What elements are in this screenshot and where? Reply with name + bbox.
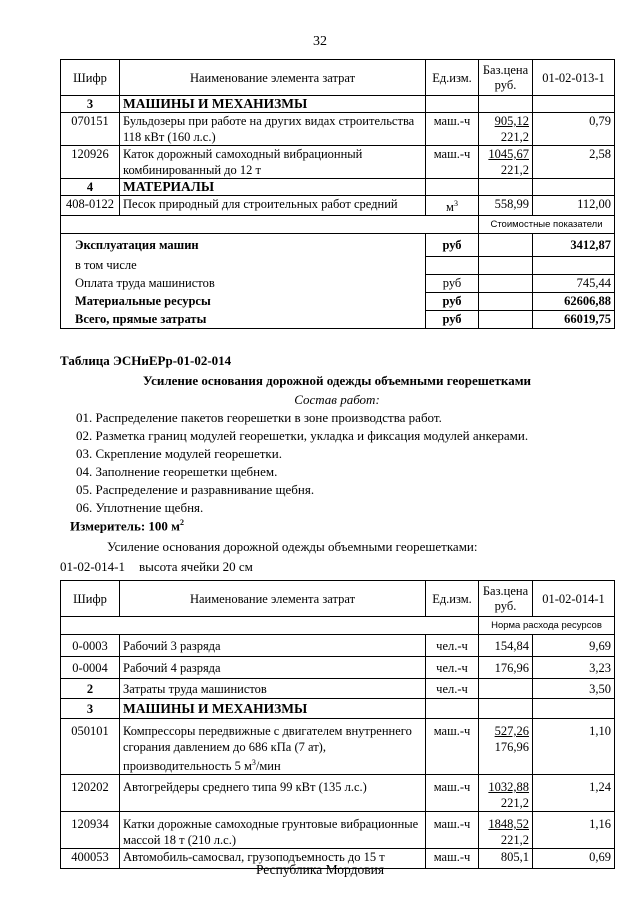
summary-value: 62606,88 — [533, 292, 615, 310]
section-row — [61, 96, 615, 113]
work-item: 03. Скрепление модулей георешетки. — [76, 446, 282, 461]
resource-code: 120202 — [61, 775, 120, 812]
summary-label: Оплата труда машинистов — [61, 274, 426, 292]
resource-value: 0,69 — [533, 849, 615, 869]
summary-unit: руб — [426, 274, 479, 292]
resource-price: 905,12 — [494, 114, 529, 128]
resource-price: 1848,52 — [488, 817, 529, 832]
cost-indicators-label: Стоимостные показатели — [479, 216, 615, 234]
unit-superscript: 3 — [453, 199, 458, 208]
resource-name: Автомобиль-самосвал, грузоподъемность до 15 т — [120, 849, 426, 869]
resource-unit: маш.-ч — [426, 113, 479, 146]
table-header-row — [61, 60, 615, 96]
summary-value: 66019,75 — [533, 310, 615, 329]
resource-value: 1,16 — [533, 812, 615, 849]
table-row — [61, 719, 615, 775]
resource-price-wage: 221,2 — [500, 833, 529, 848]
resource-price: 154,84 — [479, 635, 533, 657]
resource-value: 1,10 — [533, 719, 615, 775]
norm-row — [61, 617, 615, 635]
meter-label — [70, 518, 184, 534]
summary-label: Эксплуатация машин — [61, 234, 426, 257]
table-row — [61, 657, 615, 679]
resource-name: Рабочий 4 разряда — [120, 657, 426, 679]
table-row — [61, 196, 615, 216]
summary-label: Всего, прямые затраты — [61, 310, 426, 329]
header-name: Наименование элемента затрат — [120, 60, 426, 96]
summary-row — [61, 256, 615, 274]
resource-price: 527,26 — [494, 724, 529, 738]
table-resources-014 — [60, 580, 615, 869]
table-row — [61, 635, 615, 657]
section-number: 3 — [61, 699, 120, 719]
resource-name: Катки дорожные самоходные грунтовые вибрационные массой 18 т (210 л.с.) — [120, 812, 426, 849]
resource-price-wage: 221,2 — [500, 130, 529, 144]
resource-code: 070151 — [61, 113, 120, 146]
page-number: 32 — [313, 34, 327, 49]
resource-value: 2,58 — [533, 146, 615, 179]
summary-row — [61, 310, 615, 329]
resource-code: 400053 — [61, 849, 120, 869]
meter-text: Измеритель: 100 м — [70, 518, 181, 534]
resource-value: 0,79 — [533, 113, 615, 146]
table-title: Таблица ЭСНиЕРр-01-02-014 — [60, 353, 232, 368]
resource-unit: маш.-ч — [426, 146, 479, 179]
resource-code: 0-0004 — [61, 657, 120, 679]
page-footer: Республика Мордовия — [255, 862, 385, 877]
work-item: 06. Уплотнение щебня. — [76, 500, 204, 515]
resource-price-wage: 221,2 — [500, 163, 529, 177]
summary-unit: руб — [426, 292, 479, 310]
resource-code: 120926 — [61, 146, 120, 179]
resource-value: 9,69 — [533, 635, 615, 657]
header-price: Баз.цена руб. — [479, 60, 533, 96]
summary-value: 745,44 — [533, 274, 615, 292]
summary-row — [61, 234, 615, 257]
operators-name: Затраты труда машинистов — [120, 679, 426, 699]
work-item: 04. Заполнение георешетки щебнем. — [76, 464, 278, 479]
resource-value: 1,24 — [533, 775, 615, 812]
meter-superscript: 2 — [180, 518, 185, 527]
item-description: высота ячейки 20 см — [139, 559, 253, 574]
resource-price: 176,96 — [479, 657, 533, 679]
resource-price: 805,1 — [479, 849, 533, 869]
summary-unit: руб — [426, 234, 479, 257]
operators-row — [61, 679, 615, 699]
summary-value: 3412,87 — [533, 234, 615, 257]
resource-unit: м — [446, 200, 454, 215]
section-row — [61, 699, 615, 719]
work-item: 01. Распределение пакетов георешетки в зоне производства работ. — [76, 410, 442, 425]
resource-code: 120934 — [61, 812, 120, 849]
table-resources-013 — [60, 59, 615, 329]
header-price: Баз.цена руб. — [479, 581, 533, 617]
resource-unit: маш.-ч — [426, 719, 479, 775]
header-unit: Ед.изм. — [426, 581, 479, 617]
resource-name-suffix: /мин — [255, 759, 281, 774]
summary-label: Материальные ресурсы — [61, 292, 426, 310]
resource-price-wage: 221,2 — [500, 796, 529, 811]
resource-code: 408-0122 — [61, 196, 120, 216]
name-superscript: 3 — [251, 758, 256, 767]
header-unit: Ед.изм. — [426, 60, 479, 96]
section-number: 3 — [61, 96, 120, 113]
work-item: 05. Распределение и разравнивание щебня. — [76, 482, 315, 497]
resource-price-wage: 176,96 — [494, 740, 529, 754]
section-title: МАТЕРИАЛЫ — [120, 179, 426, 196]
header-code: Шифр — [61, 581, 120, 617]
header-code: Шифр — [61, 60, 120, 96]
table-row — [61, 812, 615, 849]
operators-value: 3,50 — [533, 679, 615, 699]
summary-unit: руб — [426, 310, 479, 329]
resource-code: 050101 — [61, 719, 120, 775]
summary-row — [61, 292, 615, 310]
summary-row — [61, 274, 615, 292]
resource-value: 112,00 — [533, 196, 615, 216]
resource-unit: чел.-ч — [426, 657, 479, 679]
resource-name: Автогрейдеры среднего типа 99 кВт (135 л.с.) — [120, 775, 426, 812]
resource-unit: маш.-ч — [426, 812, 479, 849]
resource-name: Бульдозеры при работе на других видах строительства 118 кВт (160 л.с.) — [120, 113, 426, 146]
section-number: 4 — [61, 179, 120, 196]
resource-unit: чел.-ч — [426, 635, 479, 657]
header-rate: 01-02-013-1 — [533, 60, 615, 96]
section-title: МАШИНЫ И МЕХАНИЗМЫ — [120, 699, 426, 719]
resource-code: 0-0003 — [61, 635, 120, 657]
resource-price: 558,99 — [479, 196, 533, 216]
section-title: МАШИНЫ И МЕХАНИЗМЫ — [120, 96, 426, 113]
section-heading: Усиление основания дорожной одежды объемными георешетками — [142, 373, 532, 388]
item-code: 01-02-014-1 — [60, 559, 125, 574]
operators-unit: чел.-ч — [426, 679, 479, 699]
resource-unit: маш.-ч — [426, 775, 479, 812]
work-item: 02. Разметка границ модулей георешетки, укладка и фиксация модулей анкерами. — [76, 428, 529, 443]
resource-name: Рабочий 3 разряда — [120, 635, 426, 657]
resource-unit: маш.-ч — [426, 849, 479, 869]
resource-price: 1045,67 — [488, 147, 529, 161]
resource-price: 1032,88 — [488, 780, 529, 795]
summary-label: в том числе — [61, 256, 426, 274]
operators-code: 2 — [61, 679, 120, 699]
table-row — [61, 146, 615, 179]
works-list — [76, 409, 528, 517]
table-row — [61, 113, 615, 146]
norm-label: Норма расхода ресурсов — [479, 617, 615, 635]
resource-name: Песок природный для строительных работ средний — [120, 196, 426, 216]
resource-name: Каток дорожный самоходный вибрационный комбинированный до 12 т — [120, 146, 426, 179]
header-rate: 01-02-014-1 — [533, 581, 615, 617]
section-row — [61, 179, 615, 196]
subtitle: Усиление основания дорожной одежды объемными георешетками: — [107, 539, 478, 554]
table-header-row — [61, 581, 615, 617]
cost-indicators-row — [61, 216, 615, 234]
resource-name: Компрессоры передвижные с двигателем внутреннего сгорания давлением до 686 кПа (7 ат), производительность 5 м — [123, 724, 412, 774]
composition-title: Состав работ: — [294, 392, 380, 407]
table-row — [61, 775, 615, 812]
resource-value: 3,23 — [533, 657, 615, 679]
header-name: Наименование элемента затрат — [120, 581, 426, 617]
